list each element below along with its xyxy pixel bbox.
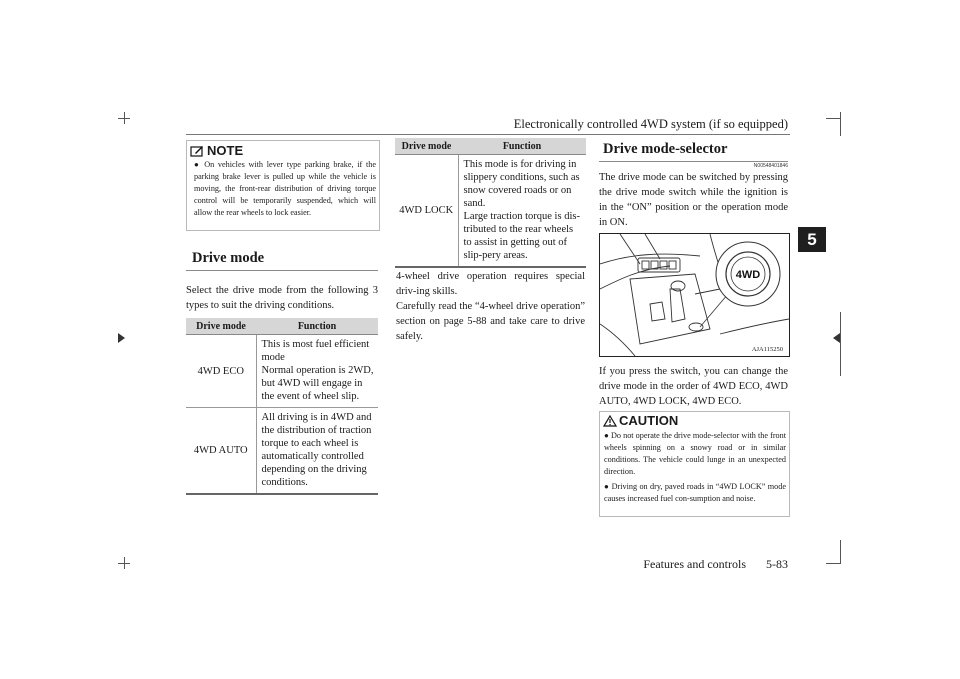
table-header-cell: Function — [256, 318, 378, 335]
note-heading — [190, 143, 243, 158]
caution-label: CAUTION — [619, 413, 679, 428]
page-number: 5-83 — [766, 557, 788, 571]
drive-mode-function: This is most fuel efficient mode Normal operation is 2WD, but 4WD will engage in the event of wheel slip. — [256, 335, 378, 408]
drive-mode-heading: Drive mode — [192, 250, 265, 266]
note-pencil-icon — [190, 145, 204, 157]
caution-heading — [603, 413, 678, 428]
note-text: On vehicles with lever type parking brake, if the parking brake lever is pulled up while the vehicle is moving, the front-rear distribution of driving torque control will be temporarily suspended, which will allow the rear wheels to lock easier. — [194, 160, 376, 217]
table-row — [395, 155, 586, 268]
drive-mode-name: 4WD AUTO — [186, 408, 256, 495]
drive-mode-name: 4WD ECO — [186, 335, 256, 408]
chapter-tab: 5 — [798, 227, 826, 252]
drive-mode-name: 4WD LOCK — [395, 155, 458, 268]
registration-arrow-icon — [118, 333, 125, 343]
page-footer — [600, 557, 788, 572]
reference-code: N00548401846 — [753, 163, 788, 169]
image-reference-label: AJA115250 — [751, 346, 783, 353]
caution-item-text: Driving on dry, paved roads in “4WD LOCK” mode causes increased fuel con-sumption and noise. — [604, 482, 786, 503]
table-row — [186, 335, 378, 408]
4wd-operation-paragraph: 4-wheel drive operation requires special driv-ing skills. Carefully read the “4-wheel drive operation” section on page 5-88 and take care to drive safely. — [396, 271, 585, 342]
selector-order-text: If you press the switch, you can change the drive mode in the order of 4WD ECO, 4WD AUTO, 4WD LOCK, 4WD ECO. — [599, 366, 788, 407]
table-header-cell: Drive mode — [186, 318, 256, 335]
drive-mode-function: All driving is in 4WD and the distribution of traction torque to each wheel is automatically controlled depending on the driving conditions. — [256, 408, 378, 495]
section-divider — [599, 161, 788, 162]
list-item — [604, 430, 786, 478]
page-header-title: Electronically controlled 4WD system (if so equipped) — [513, 117, 788, 131]
drive-mode-function: This mode is for driving in slippery conditions, such as snow covered roads or on sand. Large traction torque is dis-tributed to the rear wheels to assist in getting out of slip-pery areas. — [458, 155, 586, 268]
warning-triangle-icon — [603, 415, 617, 427]
registration-arrow-icon — [833, 333, 840, 343]
note-label: NOTE — [207, 143, 244, 158]
footer-section: Features and controls — [643, 557, 746, 571]
4wd-button-label: 4WD — [735, 269, 761, 281]
crop-mark — [124, 112, 125, 124]
crop-mark — [826, 563, 840, 564]
bullet-icon: ● — [604, 482, 610, 491]
caution-list — [604, 430, 786, 508]
drive-mode-switch-illustration — [599, 233, 790, 357]
drive-mode-table — [186, 318, 378, 495]
section-divider — [186, 270, 378, 271]
bullet-icon: ● — [604, 431, 609, 440]
caution-item-text: Do not operate the drive mode-selector with the front wheels spinning on a snowy road or in similar conditions. The vehicle could lunge in an unexpected direction. — [604, 431, 787, 476]
center-console-drawing — [600, 234, 789, 356]
crop-mark — [840, 112, 841, 136]
table-header-row — [395, 138, 586, 155]
table-header-cell: Function — [458, 138, 586, 155]
selector-description: The drive mode can be switched by pressing the drive mode switch while the ignition is in the “ON” position or the operation mode in ON. — [599, 172, 788, 228]
list-item — [604, 481, 786, 505]
table-row — [186, 408, 378, 495]
crop-mark — [826, 118, 840, 119]
drive-mode-table-continued — [395, 138, 586, 268]
table-header-row — [186, 318, 378, 335]
table-header-cell: Drive mode — [395, 138, 458, 155]
bullet-icon: ● — [194, 160, 201, 169]
crop-mark — [840, 540, 841, 564]
header-divider — [186, 134, 790, 135]
drive-mode-intro: Select the drive mode from the following 3 types to suit the driving conditions. — [186, 285, 378, 311]
note-text-block — [194, 159, 376, 219]
crop-mark — [124, 557, 125, 569]
drive-mode-selector-heading: Drive mode-selector — [603, 141, 728, 157]
crop-mark — [840, 312, 841, 376]
